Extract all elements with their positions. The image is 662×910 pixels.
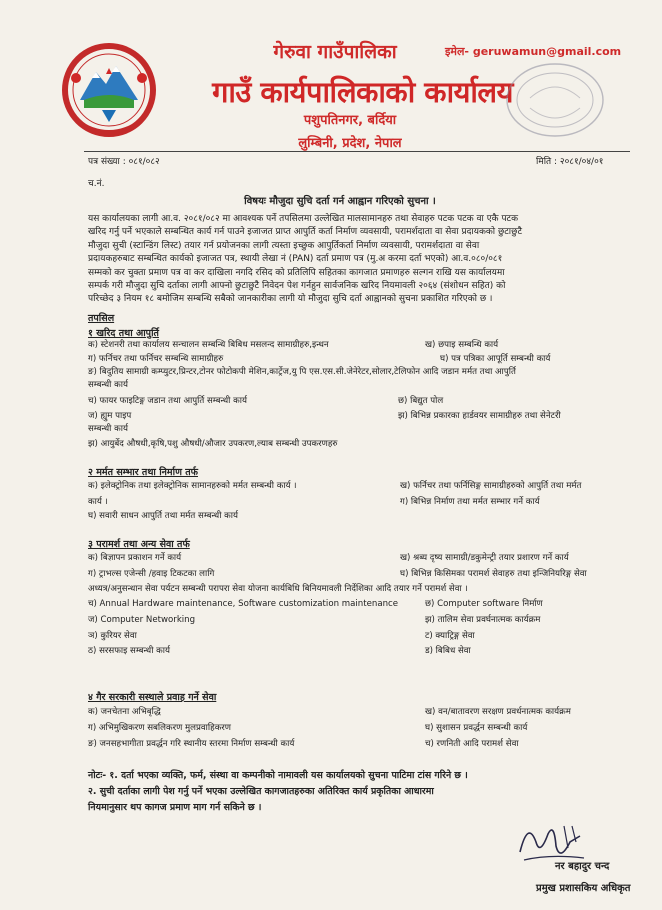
paragraph-line: प्रदायकहरुबाट सम्बन्धित कार्यको इजाजत पत्र, स्थायी लेखा नं (PAN) दर्ता प्रमाण पत्र (मु.अ करमा दर्ता भएको) आ.व.०८०/०८१ — [88, 254, 503, 265]
list-item: ञ) कुरियर सेवा — [88, 631, 137, 641]
list-item: सम्बन्धी कार्य — [88, 380, 128, 390]
reference-number: पत्र संख्या : ०८१/०८२ — [88, 157, 160, 167]
list-item: च) फायर फाइटिङ्ग जडान तथा आपुर्ति सम्बन्धी कार्य — [88, 396, 247, 406]
list-item: ङ) जनसहभागीता प्रवर्द्धन गरि स्थानीय स्तरमा निर्माण सम्बन्धी कार्य — [88, 739, 295, 749]
paragraph-line: मौजुदा सुची (स्टान्डिंग लिस्ट) तयार गर्न प्रयोजनका लागी त्यस्ता इच्छुक आपुर्तिकर्ता निर्माण व्यवसायी, परामर्शदाता वा सेवा — [88, 240, 480, 251]
list-item: झ) तालिम सेवा प्रवर्घनात्मक कार्यक्रम — [425, 615, 541, 625]
signatory-name: नर बहादुर चन्द — [555, 861, 610, 872]
list-item: घ) पत्र पत्रिका आपूर्ति सम्बन्धी कार्य — [440, 354, 551, 364]
list-item: ठ) सरसफाइ सम्बन्धी कार्य — [88, 646, 170, 656]
list-item: ज) ह्युम पाइप — [88, 411, 132, 421]
list-item: च) Annual Hardware maintenance, Software customization maintenance — [88, 599, 399, 609]
paragraph-line: सम्मको कर चुक्ता प्रमाण पत्र वा कर दाखिला नगदि रसिद को प्रतिलिपि सहितका कागजात प्रमाणहरु सल्गन राखि यस कार्यालयमा — [88, 267, 505, 278]
list-item: ग) अभिमुखिकरण सबलिकरण मुलप्रवाहिकरण — [88, 723, 232, 733]
list-item: ज) Computer Networking — [88, 615, 196, 625]
note-2b: नियमानुसार थप कागज प्रमाण माग गर्न सकिने छ । — [88, 802, 262, 813]
list-item: ख) छपाइ सम्बन्धि कार्य — [425, 340, 499, 350]
list-item: ग) बिभिन्न निर्माण तथा मर्मत सम्भार गर्ने कार्य — [400, 497, 540, 507]
list-item: क) जनचेतना अभिबृद्धि — [88, 707, 161, 717]
note-1: नोटः- १. दर्ता भएका व्यक्ति, फर्म, संस्था वा कम्पनीको नामावली यस कार्यालयको सुचना पाटिमा टांस गरिने छ । — [88, 770, 468, 781]
government-emblem-icon — [62, 38, 156, 144]
list-item: झ) बिभिन्न प्रकारका हार्डवयर सामाग्रीहरु तथा सेनेटरी — [398, 411, 561, 421]
list-item: ग) फर्निचर तथा फर्निचर सम्बन्धि सामाग्रीहरु — [88, 354, 224, 364]
list-item: ड) बिबिध सेवा — [425, 646, 471, 656]
address-line-2: लुम्बिनी, प्रदेश, नेपाल — [298, 136, 402, 151]
email-address: इमेल- geruwamun@gmail.com — [445, 45, 622, 58]
section-2-heading: २ मर्मत सम्भार तथा निर्माण तर्फ — [88, 467, 198, 478]
notice-paragraph — [88, 213, 636, 307]
list-item: छ) बिद्युत पोल — [398, 396, 444, 406]
paragraph-line: खरिद गर्नु पर्ने भएकाले सम्बन्धित कार्य गर्न पाउने इजाजत प्राप्त आपुर्ति कर्ता निर्माण व्यवसायी, परामर्शदाता वा सेवा प्रदायकको छुटाछुटै — [88, 227, 522, 238]
paragraph-line: सम्पर्क गरी मौजुदा सुचि दर्ताका लागी आफ्नो छुटाछुटै निवेदन पेश गर्नहुन सार्वजनिक खरिद नियमावली २०६४ (संशोधन सहित) को — [88, 281, 506, 292]
list-item: क) इलेक्ट्रोनिक तथा इलेक्ट्रोनिक सामानहरुको मर्मत सम्बन्धी कार्य । — [88, 481, 297, 491]
list-item: क) स्टेशनरी तथा कार्यालय सन्चालन सम्बन्धि बिबिध मसलन्द सामाग्रीहरु,इन्धन — [88, 340, 329, 350]
list-item: क) बिज्ञापन प्रकाशन गर्ने कार्य — [88, 553, 182, 563]
note-2a: २. सुची दर्ताका लागी पेश गर्नु पर्ने भएका उल्लेखित कागजातहरुका अतिरिक्त कार्य प्रकृतिका आधारमा — [88, 786, 434, 797]
list-item: ङ) बिदुतिय सामाग्री कम्प्युटर,प्रिन्टर,टोनर फोटोकपी मेशिन,कार्ट्रेज,यु पि एस.एस.सी.जेनेरेटर,सोलार,टेलिफोन आदि जडान मर्मत तथा आपुर्ति — [88, 367, 516, 377]
municipality-name: गेरुवा गाउँपालिका — [273, 41, 397, 63]
list-item: ख) वन/बातावरण सरक्षण प्रवर्धनात्मक कार्यक्रम — [425, 707, 571, 717]
signatory-title: प्रमुख प्रशासकिय अधिकृत — [536, 883, 631, 894]
header-divider — [84, 151, 630, 152]
address-line-1: पशुपतिनगर, बर्दिया — [303, 113, 397, 128]
list-item: घ) बिभिन्न किसिमका परामर्श सेवाहरु तथा इन्जिनियरिङ्ग सेवा — [400, 569, 587, 579]
paragraph-line: परिच्छेद ३ नियम १८ बमोजिम सम्बन्धि सबैको जानकारीका लागी यो मौजुदा सुचि दर्ता आह्वानको सुचना प्रकाशित गरिएको छ । — [88, 294, 493, 305]
paragraph-line: यस कार्यालयका लागी आ.व. २०८१/०८२ मा आवश्यक पर्ने तपसिलमा उल्लेखित मालसामानहरु तथा सेवाहरु पटक पटक वा एकै पटक — [88, 214, 519, 224]
list-item: ग) ट्राभल्स एजेन्सी /हवाइ टिकटका लागि — [88, 569, 215, 579]
list-item: झ) आयुर्बेद औषधी,कृषि,पशु औषधी/औजार उपकरण,ल्याब सम्बन्धी उपकरणहरु — [88, 439, 338, 449]
tapsil-heading: तपसिल — [88, 313, 115, 324]
list-item: घ) सुशासन प्रवर्द्धन सम्बन्धी कार्य — [425, 723, 528, 733]
list-item: च) रणनिती आदि परामर्श सेवा — [425, 739, 519, 749]
dispatch-number: च.नं. — [88, 179, 105, 189]
list-item: ख) श्रब्य दृष्य सामाग्री/डकुमेन्ट्री तयार प्रशारण गर्ने कार्य — [400, 553, 569, 563]
list-item: अध्यत्र/अनुसन्धान सेवा पर्यटन सम्बन्धी परापरा सेवा योजना कार्यबिधि बिनियमावली निर्देशिका आदि तयार गर्ने परामर्श सेवा । — [88, 584, 468, 594]
letter-date: मिति : २०८१/०४/०१ — [536, 157, 604, 167]
office-name: गाउँ कार्यपालिकाको कार्यालय — [212, 75, 513, 109]
list-item: छ) Computer software निर्माण — [425, 599, 543, 609]
subject-line: विषयः मौजुदा सुचि दर्ता गर्न आह्वान गरिएको सुचना । — [244, 196, 436, 207]
list-item: सम्बन्धी कार्य — [88, 424, 128, 434]
notes-block — [88, 768, 468, 816]
office-stamp — [500, 58, 610, 142]
section-3-heading: ३ परामर्श तथा अन्य सेवा तर्फ — [88, 539, 190, 550]
list-item: ट) क्याट्रिङ्ग सेवा — [425, 631, 475, 641]
section-4-heading: ४ गैर सरकारी सस्थाले प्रवाह गर्ने सेवा — [88, 692, 217, 703]
list-item: ख) फर्निचर तथा फर्निसिङ्ग सामाग्रीहरुको आपुर्ति तथा मर्मत — [400, 481, 582, 491]
section-1-heading: १ खरिद तथा आपुर्ति — [88, 328, 159, 339]
list-item: घ) सवारी साधन आपुर्ति तथा मर्मत सम्बन्धी कार्य — [88, 511, 238, 521]
list-item: कार्य । — [88, 497, 108, 507]
